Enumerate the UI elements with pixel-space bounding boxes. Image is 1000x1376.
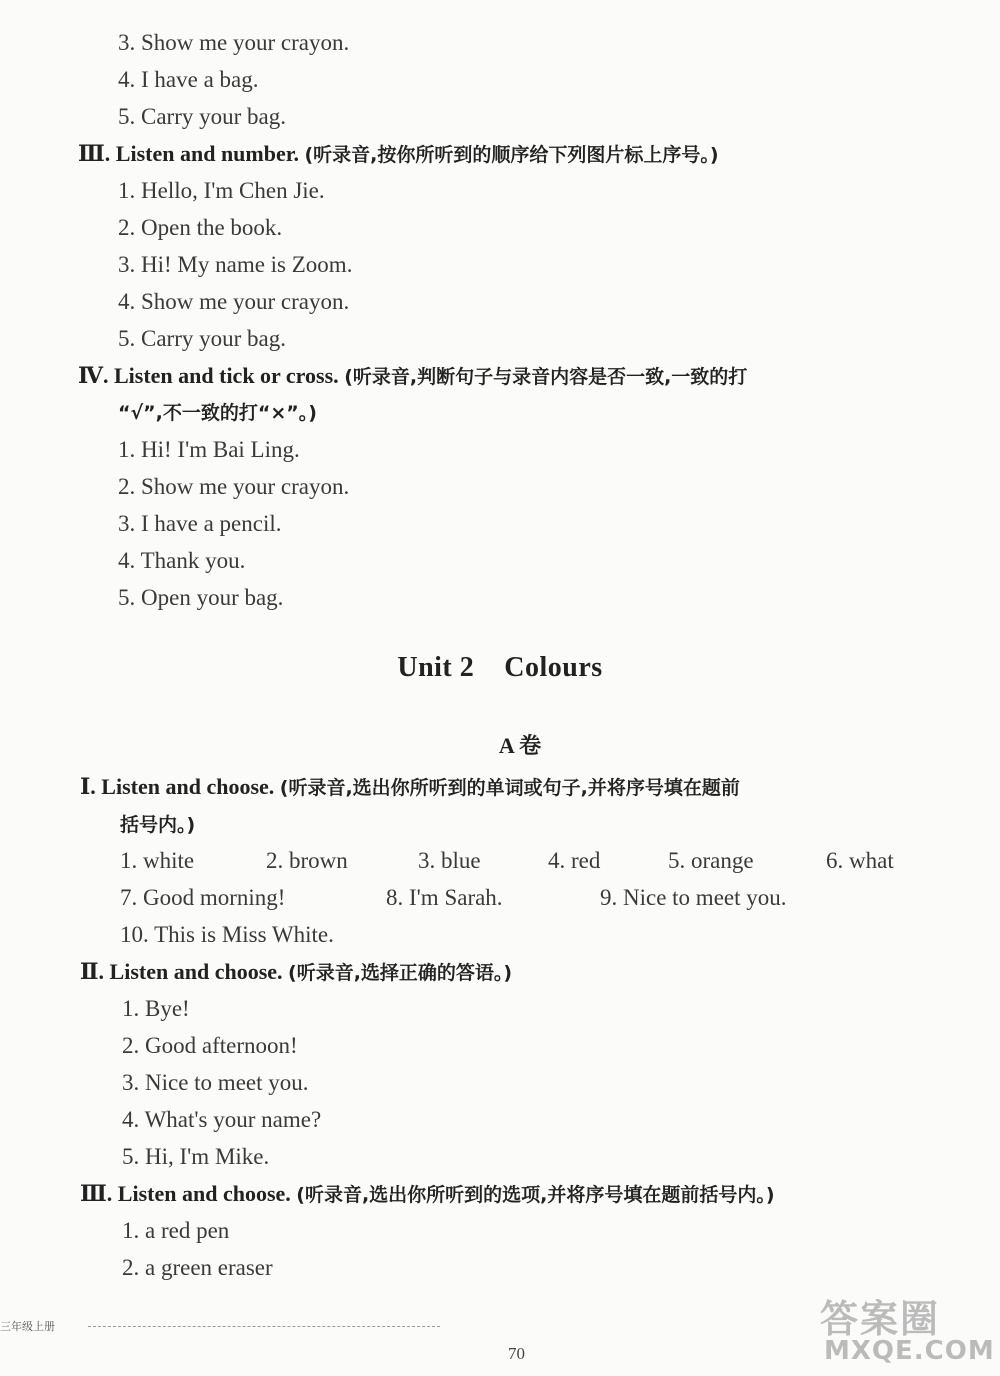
section-instruction: (听录音,按你所听到的顺序给下列图片标上序号。) <box>304 144 719 166</box>
section-title: Listen and tick or cross. <box>113 363 339 388</box>
list-item: 3. Show me your crayon. <box>118 30 350 55</box>
section-title: Listen and choose. <box>117 1181 291 1206</box>
option-item: 2. brown <box>266 848 348 873</box>
list-item: 1. a red pen <box>122 1218 230 1243</box>
word-options-row <box>120 846 920 876</box>
section-instruction: (听录音,选出你所听到的单词或句子,并将序号填在题前 <box>279 777 740 799</box>
section-title: Listen and choose. <box>109 959 283 984</box>
list-item: 2. a green eraser <box>122 1255 273 1280</box>
footer-divider <box>88 1326 440 1327</box>
section-number: Ⅲ. <box>78 141 111 166</box>
option-item: 3. blue <box>418 848 481 873</box>
list-item: 4. I have a bag. <box>118 67 259 92</box>
section-number: Ⅰ. <box>80 774 96 799</box>
list-item: 5. Carry your bag. <box>118 104 286 129</box>
option-item: 5. orange <box>668 848 754 873</box>
part-heading-3 <box>80 1179 775 1210</box>
list-item: 1. Bye! <box>122 996 190 1021</box>
list-item: 5. Hi, I'm Mike. <box>122 1144 270 1169</box>
list-item: 2. Good afternoon! <box>122 1033 298 1058</box>
option-item: 7. Good morning! <box>120 885 286 910</box>
sentence-options-row <box>120 883 920 913</box>
list-item: 1. Hello, I'm Chen Jie. <box>118 178 325 203</box>
watermark-text: 答案圈 <box>820 1297 941 1341</box>
section-title: Listen and choose. <box>101 774 275 799</box>
option-item: 1. white <box>120 848 195 873</box>
footer-grade-label: 三年级上册 <box>0 1320 55 1333</box>
list-item: 4. Show me your crayon. <box>118 289 350 314</box>
unit-label: Unit 2 <box>397 652 475 683</box>
option-item: 8. I'm Sarah. <box>386 885 503 910</box>
section-instruction: “√”,不一致的打“×”。) <box>118 402 317 424</box>
section-heading-listen-and-number <box>78 139 719 170</box>
list-item: 5. Open your bag. <box>118 585 284 610</box>
list-item: 2. Open the book. <box>118 215 283 240</box>
list-item: 3. Hi! My name is Zoom. <box>118 252 353 277</box>
section-number: Ⅱ. <box>80 959 105 984</box>
section-instruction: (听录音,选出你所听到的选项,并将序号填在题前括号内。) <box>296 1184 775 1206</box>
option-item: 6. what <box>826 848 894 873</box>
page-number: 70 <box>508 1344 525 1363</box>
list-item: 4. What's your name? <box>122 1107 322 1132</box>
option-item: 9. Nice to meet you. <box>600 885 787 910</box>
section-instruction-continued <box>118 397 317 428</box>
section-number: Ⅲ. <box>80 1181 113 1206</box>
section-instruction: 括号内。) <box>120 814 196 836</box>
watermark-logo <box>820 1288 995 1373</box>
option-item: 4. red <box>548 848 601 873</box>
section-instruction: (听录音,判断句子与录音内容是否一致,一致的打 <box>344 366 748 388</box>
section-number: Ⅳ. <box>78 363 109 388</box>
paper-title: A 卷 <box>498 733 542 758</box>
part-heading-1 <box>80 772 740 803</box>
list-item: 3. Nice to meet you. <box>122 1070 309 1095</box>
option-item: 10. This is Miss White. <box>120 922 334 947</box>
list-item: 5. Carry your bag. <box>118 326 286 351</box>
list-item: 1. Hi! I'm Bai Ling. <box>118 437 300 462</box>
section-heading-listen-and-tick <box>78 361 747 392</box>
unit-name: Colours <box>504 652 603 683</box>
section-title: Listen and number. <box>115 141 299 166</box>
part-heading-2 <box>80 957 512 988</box>
section-instruction: (听录音,选择正确的答语。) <box>288 962 513 984</box>
watermark-url: MXQE.COM <box>824 1336 995 1366</box>
unit-title <box>0 653 1000 683</box>
list-item: 2. Show me your crayon. <box>118 474 350 499</box>
section-instruction-continued <box>120 809 195 840</box>
list-item: 3. I have a pencil. <box>118 511 282 536</box>
list-item: 4. Thank you. <box>118 548 246 573</box>
